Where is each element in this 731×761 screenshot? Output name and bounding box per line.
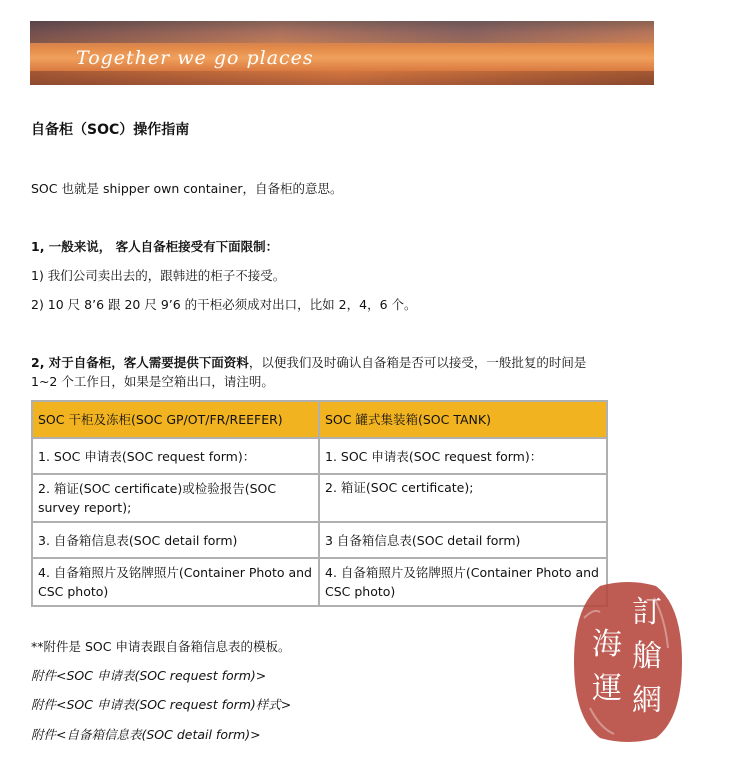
intro-text: SOC 也就是 shipper own container，自备柜的意思。 xyxy=(31,181,343,196)
table-header-row xyxy=(32,401,607,438)
section2-line2: 1~2 个工作日，如果是空箱出口，请注明。 xyxy=(31,374,274,389)
table-cell: 4. 自备箱照片及铭牌照片(Container Photo and CSC photo) xyxy=(32,558,319,606)
seal-char-4: 海 xyxy=(592,627,622,662)
page-title: 自备柜（SOC）操作指南 xyxy=(31,122,190,138)
table-cell: 3. 自备箱信息表(SOC detail form) xyxy=(32,522,319,558)
table-cell: 4. 自备箱照片及铭牌照片(Container Photo and CSC photo) xyxy=(319,558,607,606)
seal-char-3: 網 xyxy=(632,683,662,718)
section2-paragraph xyxy=(31,353,586,371)
section1-heading: 1, 一般来说， 客人自备柜接受有下面限制： xyxy=(31,239,279,254)
table-header-tank: SOC 罐式集装箱(SOC TANK) xyxy=(319,401,607,438)
section2-heading: 2, 对于自备柜，客人需要提供下面资料 xyxy=(31,355,249,370)
table-row xyxy=(32,558,607,606)
table-header-gp: SOC 干柜及冻柜(SOC GP/OT/FR/REEFER) xyxy=(32,401,319,438)
table-row xyxy=(32,438,607,474)
table-cell: 2. 箱证(SOC certificate); xyxy=(319,474,607,522)
banner-tagline: Together we go places xyxy=(76,47,314,69)
banner-image xyxy=(30,21,654,85)
attachment-link-3[interactable]: 附件<自备箱信息表(SOC detail form)> xyxy=(31,727,261,742)
table-cell: 1. SOC 申请表(SOC request form)： xyxy=(32,438,319,474)
table-cell: 3 自备箱信息表(SOC detail form) xyxy=(319,522,607,558)
section1-item-1: 1) 我们公司卖出去的，跟韩进的柜子不接受。 xyxy=(31,268,286,283)
soc-requirements-table xyxy=(31,400,608,607)
section2-text: ，以便我们及时确认自备箱是否可以接受，一般批复的时间是 xyxy=(248,355,587,370)
section1-item-2: 2) 10 尺 8’6 跟 20 尺 9’6 的干柜必须成对出口，比如 2，4，6 个。 xyxy=(31,297,417,312)
seal-char-5: 運 xyxy=(592,671,622,706)
attachment-note: **附件是 SOC 申请表跟自备箱信息表的模板。 xyxy=(31,639,291,654)
table-row xyxy=(32,522,607,558)
attachment-link-2[interactable]: 附件<SOC 申请表(SOC request form)样式> xyxy=(31,697,292,712)
table-row xyxy=(32,474,607,522)
table-cell: 1. SOC 申请表(SOC request form)： xyxy=(319,438,607,474)
table-cell: 2. 箱证(SOC certificate)或检验报告(SOC survey report); xyxy=(32,474,319,522)
seal-char-2: 艙 xyxy=(632,639,662,674)
seal-char-1: 訂 xyxy=(632,595,662,630)
seal-stamp xyxy=(570,578,685,746)
attachment-link-1[interactable]: 附件<SOC 申请表(SOC request form)> xyxy=(31,668,267,683)
